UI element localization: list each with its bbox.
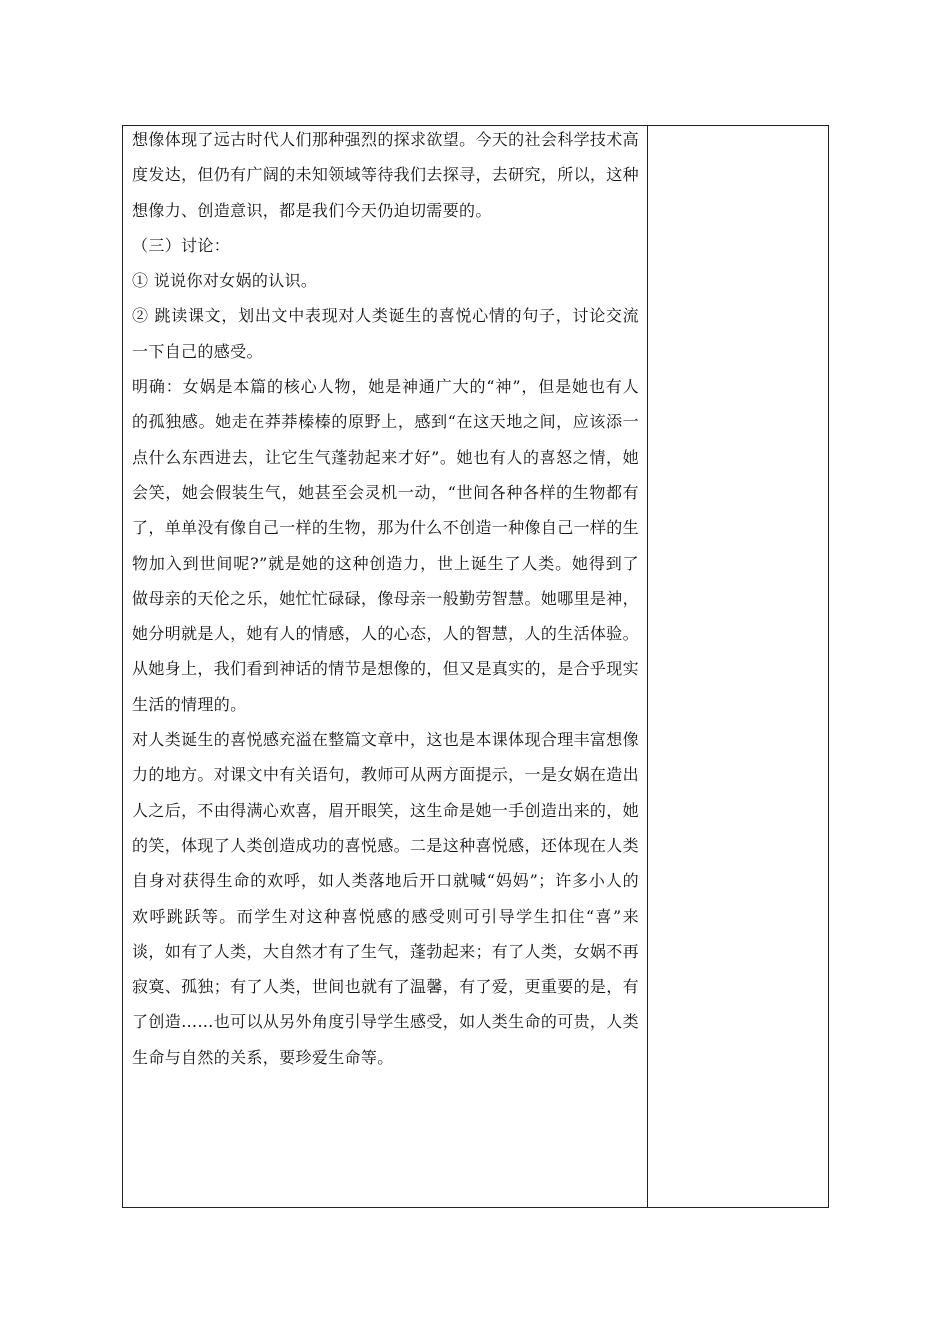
section-heading-discussion: （三）讨论： <box>132 235 231 255</box>
discussion-question-1: ① 说说你对女娲的认识。 <box>132 271 318 291</box>
notes-cell <box>648 126 828 1207</box>
discussion-question-2: ② 跳读课文，划出文中表现对人类诞生的喜悦心情的句子，讨论交流一下自己的感受。 <box>132 306 639 361</box>
lesson-plan-table <box>122 125 829 1208</box>
content-cell <box>123 126 648 1207</box>
paragraph-intro: 想像体现了远古时代人们那种强烈的探求欲望。今天的社会科学技术高度发达，但仍有广阔的未知领域等待我们去探寻，去研究，所以，这种想像力、创造意识，都是我们今天仍迫切需要的。 <box>132 130 639 220</box>
paragraph-joy: 对人类诞生的喜悦感充溢在整篇文章中，这也是本课体现合理丰富想像力的地方。对课文中有关语句，教师可从两方面提示，一是女娲在造出人之后，不由得满心欢喜，眉开眼笑，这生命是她一手创造出来的，她的笑，体现了人类创造成功的喜悦感。二是这种喜悦感，还体现在人类自身对获得生命的欢呼，如人类落地后开口就喊“妈妈”；许多小人的欢呼跳跃等。而学生对这种喜悦感的感受则可引导学生扣住“喜”来谈，如有了人类，大自然才有了生气，蓬勃起来；有了人类，女娲不再寂寞、孤独；有了人类，世间也就有了温馨，有了爱，更重要的是，有了创造……也可以从另外角度引导学生感受，如人类生命的可贵，人类生命与自然的关系，要珍爱生命等。 <box>132 730 639 1067</box>
paragraph-clarification: 明确：女娲是本篇的核心人物，她是神通广大的“神”，但是她也有人的孤独感。她走在莽莽榛榛的原野上，感到“在这天地之间，应该添一点什么东西进去，让它生气蓬勃起来才好”。她也有人的喜怒之情，她会笑，她会假装生气，她甚至会灵机一动，“世间各种各样的生物都有了，单单没有像自己一样的生物，那为什么不创造一种像自己一样的生物加入到世间呢?”就是她的这种创造力，世上诞生了人类。她得到了做母亲的天伦之乐，她忙忙碌碌，像母亲一般勤劳智慧。她哪里是神，她分明就是人，她有人的情感，人的心态，人的智慧，人的生活体验。从她身上，我们看到神话的情节是想像的，但又是真实的，是合乎现实生活的情理的。 <box>132 377 639 714</box>
